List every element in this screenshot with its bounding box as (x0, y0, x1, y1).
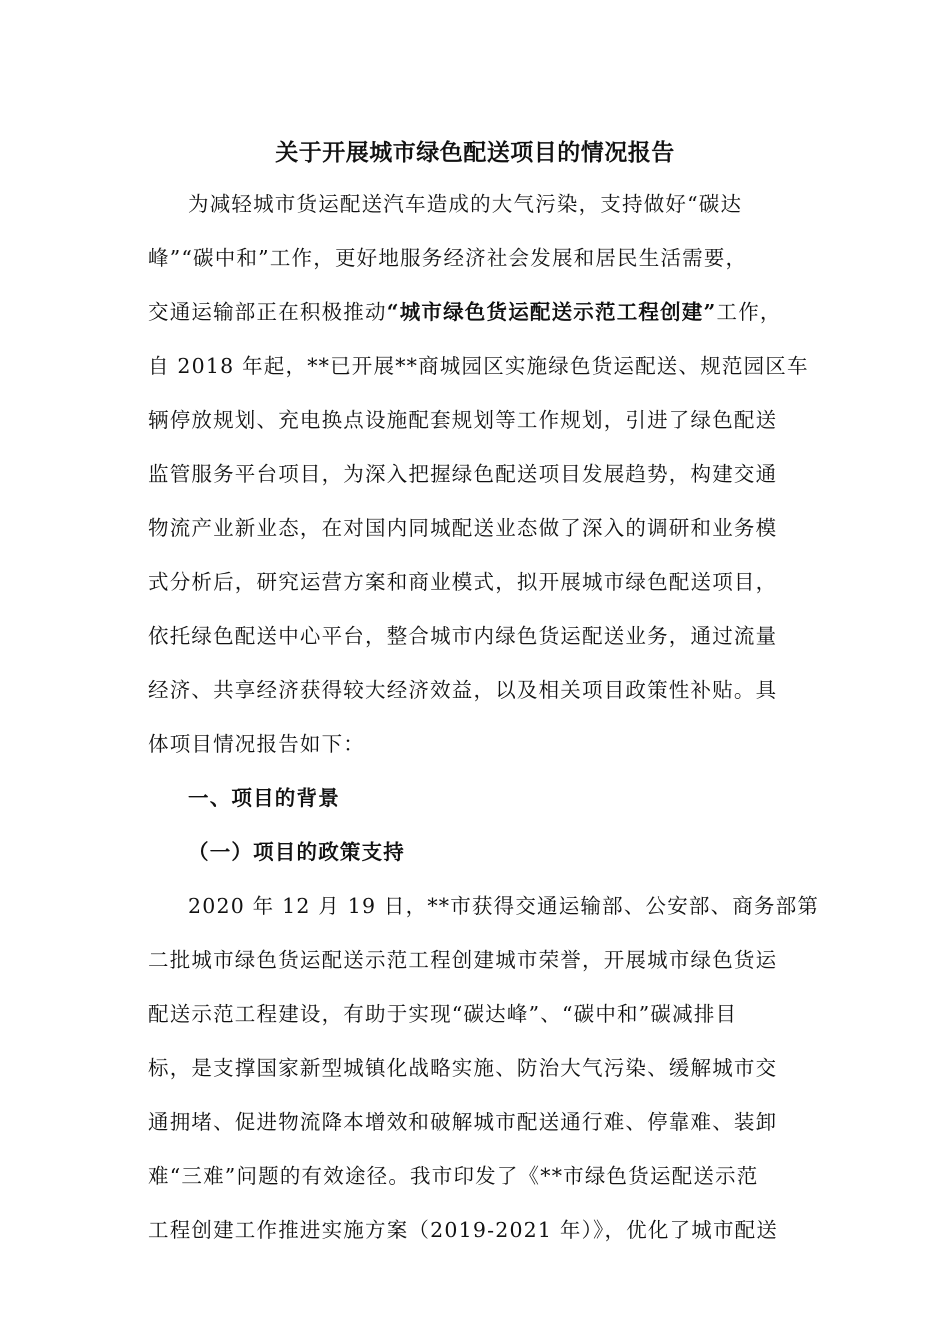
document-title: 关于开展城市绿色配送项目的情况报告 (275, 139, 675, 166)
intro-line: 物流产业新业态，在对国内同城配送业态做了深入的调研和业务模 (148, 516, 778, 540)
intro-line: 体项目情况报告如下： (148, 732, 365, 756)
emphasis-text: “城市绿色货运配送示范工程创建” (386, 300, 717, 324)
intro-line: 自 2018 年起，**已开展**商城园区实施绿色货运配送、规范园区车 (148, 354, 809, 378)
intro-line-text: 交通运输部正在积极推动 (148, 300, 387, 324)
body-line: 标，是支撑国家新型城镇化战略实施、防治大气污染、缓解城市交 (148, 1056, 778, 1080)
intro-line: 依托绿色配送中心平台，整合城市内绿色货运配送业务，通过流量 (148, 624, 778, 648)
body-line: 配送示范工程建设，有助于实现“碳达峰”、“碳中和”碳减排目 (148, 1002, 738, 1026)
intro-line: 为减轻城市货运配送汽车造成的大气污染，支持做好“碳达 (188, 192, 743, 216)
intro-line-text: 工作， (716, 300, 782, 324)
body-line: 通拥堵、促进物流降本增效和破解城市配送通行难、停靠难、装卸 (148, 1110, 778, 1134)
section-heading: 一、项目的背景 (188, 786, 340, 810)
subsection-heading: （一）项目的政策支持 (188, 840, 405, 864)
intro-line: 辆停放规划、充电换点设施配套规划等工作规划，引进了绿色配送 (148, 408, 778, 432)
intro-line: 监管服务平台项目，为深入把握绿色配送项目发展趋势，构建交通 (148, 462, 778, 486)
intro-line (148, 293, 782, 331)
intro-line: 峰”“碳中和”工作，更好地服务经济社会发展和居民生活需要， (148, 246, 748, 270)
intro-line: 式分析后，研究运营方案和商业模式，拟开展城市绿色配送项目， (148, 570, 778, 594)
intro-line: 经济、共享经济获得较大经济效益，以及相关项目政策性补贴。具 (148, 678, 778, 702)
body-line: 难“三难”问题的有效途径。我市印发了《**市绿色货运配送示范 (148, 1164, 759, 1188)
body-line: 二批城市绿色货运配送示范工程创建城市荣誉，开展城市绿色货运 (148, 948, 778, 972)
body-line: 工程创建工作推进实施方案（2019-2021 年）》，优化了城市配送 (148, 1218, 779, 1242)
body-line: 2020 年 12 月 19 日，**市获得交通运输部、公安部、商务部第 (188, 894, 820, 918)
